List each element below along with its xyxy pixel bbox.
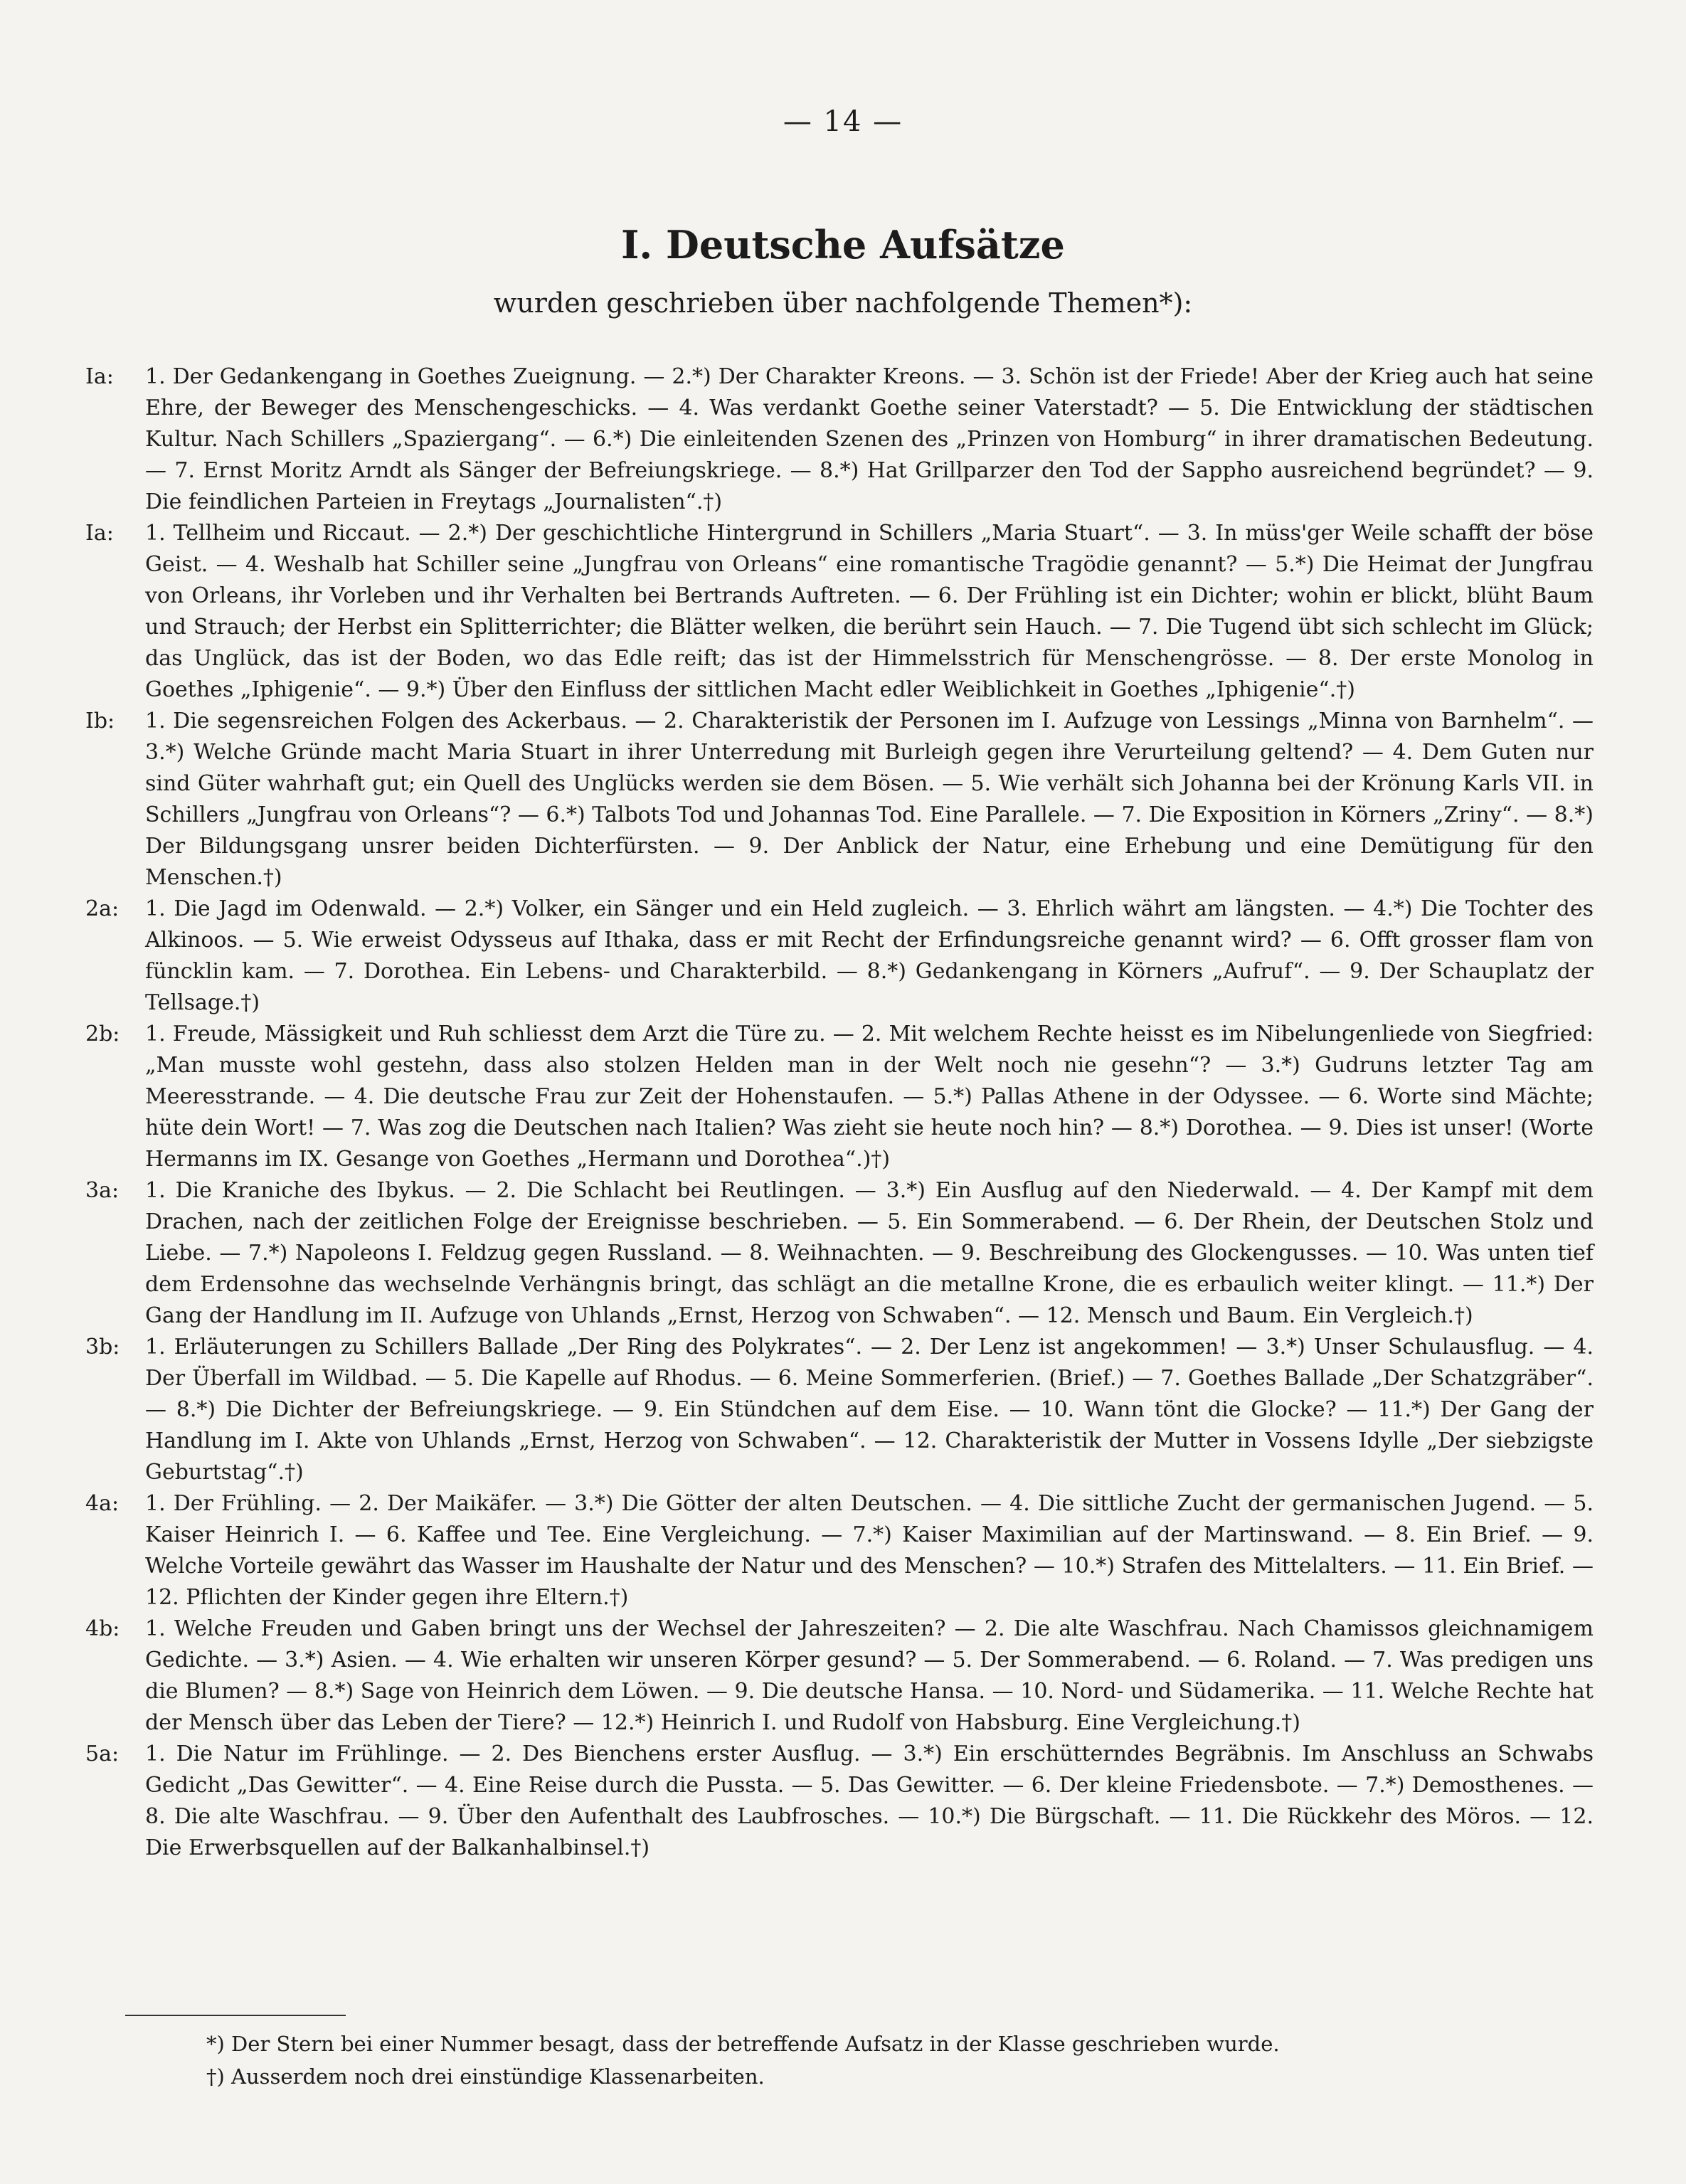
class-entry-4a xyxy=(85,1488,1594,1613)
class-entry-2a xyxy=(85,894,1594,1019)
class-label: 3a: xyxy=(85,1178,120,1203)
footnotes xyxy=(206,2027,1558,2093)
footnote-asterisk: *) Der Stern bei einer Nummer besagt, dass der betreffende Aufsatz in der Klasse geschrieben wurde. xyxy=(206,2032,1280,2056)
class-topics: 1. Die segensreichen Folgen des Ackerbaus. — 2. Charakteristik der Personen im I. Aufzuge von Lessings „Minna von Barnhelm“. — 3.*) Welche Gründe macht Maria Stuart in ihrer Unterredung mit Burleigh gegen ihre Verurteilung geltend? — 4. Dem Guten nur sind Güter wahrhaft gut; ein Quell des Unglücks werden sie dem Bösen. — 5. Wie verhält sich Johanna bei der Krönung Karls VII. in Schillers „Jungfrau von Orleans“? — 6.*) Talbots Tod und Johannas Tod. Eine Parallele. — 7. Die Exposition in Körners „Zriny“. — 8.*) Der Bildungsgang unsrer beiden Dichterfürsten. — 9. Der Anblick der Natur, eine Erhebung und eine Demütigung für den Menschen.†) xyxy=(145,709,1594,890)
class-entry-3a xyxy=(85,1175,1594,1332)
class-topics: 1. Tellheim und Riccaut. — 2.*) Der geschichtliche Hintergrund in Schillers „Maria Stuart“. — 3. In müss'ger Weile schafft der böse Geist. — 4. Weshalb hat Schiller seine „Jungfrau von Orleans“ eine romantische Tragödie genannt? — 5.*) Die Heimat der Jungfrau von Orleans, ihr Vorleben und ihr Verhalten bei Bertrands Auftreten. — 6. Der Frühling ist ein Dichter; wohin er blickt, blüht Baum und Strauch; der Herbst ein Splitterrichter; die Blätter welken, die berührt sein Hauch. — 7. Die Tugend übt sich schlecht im Glück; das Unglück, das ist der Boden, wo das Edle reift; das ist der Himmelsstrich für Menschengrösse. — 8. Der erste Monolog in Goethes „Iphigenie“. — 9.*) Über den Einfluss der sittlichen Macht edler Weiblichkeit in Goethes „Iphigenie“.†) xyxy=(145,521,1594,702)
class-label: 2a: xyxy=(85,896,120,921)
class-entry-4b xyxy=(85,1613,1594,1739)
class-topics: 1. Welche Freuden und Gaben bringt uns der Wechsel der Jahreszeiten? — 2. Die alte Waschfrau. Nach Chamissos gleichnamigem Gedichte. — 3.*) Asien. — 4. Wie erhalten wir unseren Körper gesund? — 5. Der Sommerabend. — 6. Roland. — 7. Was predigen uns die Blumen? — 8.*) Sage von Heinrich dem Löwen. — 9. Die deutsche Hansa. — 10. Nord- und Südamerika. — 11. Welche Rechte hat der Mensch über das Leben der Tiere? — 12.*) Heinrich I. und Rudolf von Habsburg. Eine Vergleichung.†) xyxy=(145,1616,1594,1735)
class-label: Ia: xyxy=(85,364,114,389)
class-topics: 1. Der Gedankengang in Goethes Zueignung. — 2.*) Der Charakter Kreons. — 3. Schön ist der Friede! Aber der Krieg auch hat seine Ehre, der Beweger des Menschengeschicks. — 4. Was verdankt Goethe seiner Vaterstadt? — 5. Die Entwicklung der städtischen Kultur. Nach Schillers „Spaziergang“. — 6.*) Die einleitenden Szenen des „Prinzen von Homburg“ in ihrer dramatischen Bedeutung. — 7. Ernst Moritz Arndt als Sänger der Befreiungskriege. — 8.*) Hat Grillparzer den Tod der Sappho ausreichend begründet? — 9. Die feindlichen Parteien in Freytags „Journalisten“.†) xyxy=(145,364,1594,514)
class-topics: 1. Die Natur im Frühlinge. — 2. Des Bienchens erster Ausflug. — 3.*) Ein erschütterndes Begräbnis. Im Anschluss an Schwabs Gedicht „Das Gewitter“. — 4. Eine Reise durch die Pussta. — 5. Das Gewitter. — 6. Der kleine Friedensbote. — 7.*) Demosthenes. — 8. Die alte Waschfrau. — 9. Über den Aufenthalt des Laubfrosches. — 10.*) Die Bürgschaft. — 11. Die Rückkehr des Möros. — 12. Die Erwerbsquellen auf der Balkanhalbinsel.†) xyxy=(145,1742,1594,1860)
essay-topic-list xyxy=(85,361,1594,1864)
class-topics: 1. Erläuterungen zu Schillers Ballade „Der Ring des Polykrates“. — 2. Der Lenz ist angekommen! — 3.*) Unser Schulausflug. — 4. Der Überfall im Wildbad. — 5. Die Kapelle auf Rhodus. — 6. Meine Sommerferien. (Brief.) — 7. Goethes Ballade „Der Schatzgräber“. — 8.*) Die Dichter der Befreiungskriege. — 9. Ein Stündchen auf dem Eise. — 10. Wann tönt die Glocke? — 11.*) Der Gang der Handlung im I. Akte von Uhlands „Ernst, Herzog von Schwaben“. — 12. Charakteristik der Mutter in Vossens Idylle „Der siebzigste Geburtstag“.†) xyxy=(145,1335,1594,1485)
class-topics: 1. Freude, Mässigkeit und Ruh schliesst dem Arzt die Türe zu. — 2. Mit welchem Rechte heisst es im Nibelungenliede von Siegfried: „Man musste wohl gestehn, dass also stolzen Helden man in der Welt noch nie gesehn“? — 3.*) Gudruns letzter Tag am Meeresstrande. — 4. Die deutsche Frau zur Zeit der Hohenstaufen. — 5.*) Pallas Athene in der Odyssee. — 6. Worte sind Mächte; hüte dein Wort! — 7. Was zog die Deutschen nach Italien? Was zieht sie heute noch hin? — 8.*) Dorothea. — 9. Dies ist unser! (Worte Hermanns im IX. Gesange von Goethes „Hermann und Dorothea“.)†) xyxy=(145,1022,1594,1172)
class-entry-2b xyxy=(85,1019,1594,1175)
section-subtitle: wurden geschrieben über nachfolgende Themen*): xyxy=(493,287,1193,319)
class-topics: 1. Der Frühling. — 2. Der Maikäfer. — 3.*) Die Götter der alten Deutschen. — 4. Die sittliche Zucht der germanischen Jugend. — 5. Kaiser Heinrich I. — 6. Kaffee und Tee. Eine Vergleichung. — 7.*) Kaiser Maximilian auf der Martinswand. — 8. Ein Brief. — 9. Welche Vorteile gewährt das Wasser im Haushalte der Natur und des Menschen? — 10.*) Strafen des Mittelalters. — 11. Ein Brief. — 12. Pflichten der Kinder gegen ihre Eltern.†) xyxy=(145,1491,1594,1610)
class-entry-3b xyxy=(85,1332,1594,1488)
class-entry-ia-1 xyxy=(85,361,1594,518)
footnote-dagger: †) Ausserdem noch drei einstündige Klassenarbeiten. xyxy=(206,2064,765,2089)
class-label: 3b: xyxy=(85,1335,120,1359)
class-label: 4b: xyxy=(85,1616,120,1641)
class-topics: 1. Die Kraniche des Ibykus. — 2. Die Schlacht bei Reutlingen. — 3.*) Ein Ausflug auf den Niederwald. — 4. Der Kampf mit dem Drachen, nach der zeitlichen Folge der Ereignisse beschrieben. — 5. Ein Sommerabend. — 6. Der Rhein, der Deutschen Stolz und Liebe. — 7.*) Napoleons I. Feldzug gegen Russland. — 8. Weihnachten. — 9. Beschreibung des Glockengusses. — 10. Was unten tief dem Erdensohne das wechselnde Verhängnis bringt, das schlägt an die metallne Krone, die es erbaulich weiter klingt. — 11.*) Der Gang der Handlung im II. Aufzuge von Uhlands „Ernst, Herzog von Schwaben“. — 12. Mensch und Baum. Ein Vergleich.†) xyxy=(145,1178,1594,1328)
class-entry-ib xyxy=(85,706,1594,894)
class-label: 4a: xyxy=(85,1491,120,1516)
class-entry-5a xyxy=(85,1739,1594,1864)
class-label: Ib: xyxy=(85,709,115,733)
section-title: I. Deutsche Aufsätze xyxy=(621,222,1065,267)
class-label: Ia: xyxy=(85,521,114,546)
page-number: — 14 — xyxy=(783,105,903,138)
class-topics: 1. Die Jagd im Odenwald. — 2.*) Volker, ein Sänger und ein Held zugleich. — 3. Ehrlich währt am längsten. — 4.*) Die Tochter des Alkinoos. — 5. Wie erweist Odysseus auf Ithaka, dass er mit Recht der Erfindungsreiche genannt wird? — 6. Offt grosser flam von füncklin kam. — 7. Dorothea. Ein Lebens- und Charakterbild. — 8.*) Gedankengang in Körners „Aufruf“. — 9. Der Schauplatz der Tellsage.†) xyxy=(145,896,1594,1015)
class-label: 5a: xyxy=(85,1742,120,1766)
footnote-divider xyxy=(125,2015,346,2016)
class-entry-ia-2 xyxy=(85,518,1594,706)
class-label: 2b: xyxy=(85,1022,120,1046)
